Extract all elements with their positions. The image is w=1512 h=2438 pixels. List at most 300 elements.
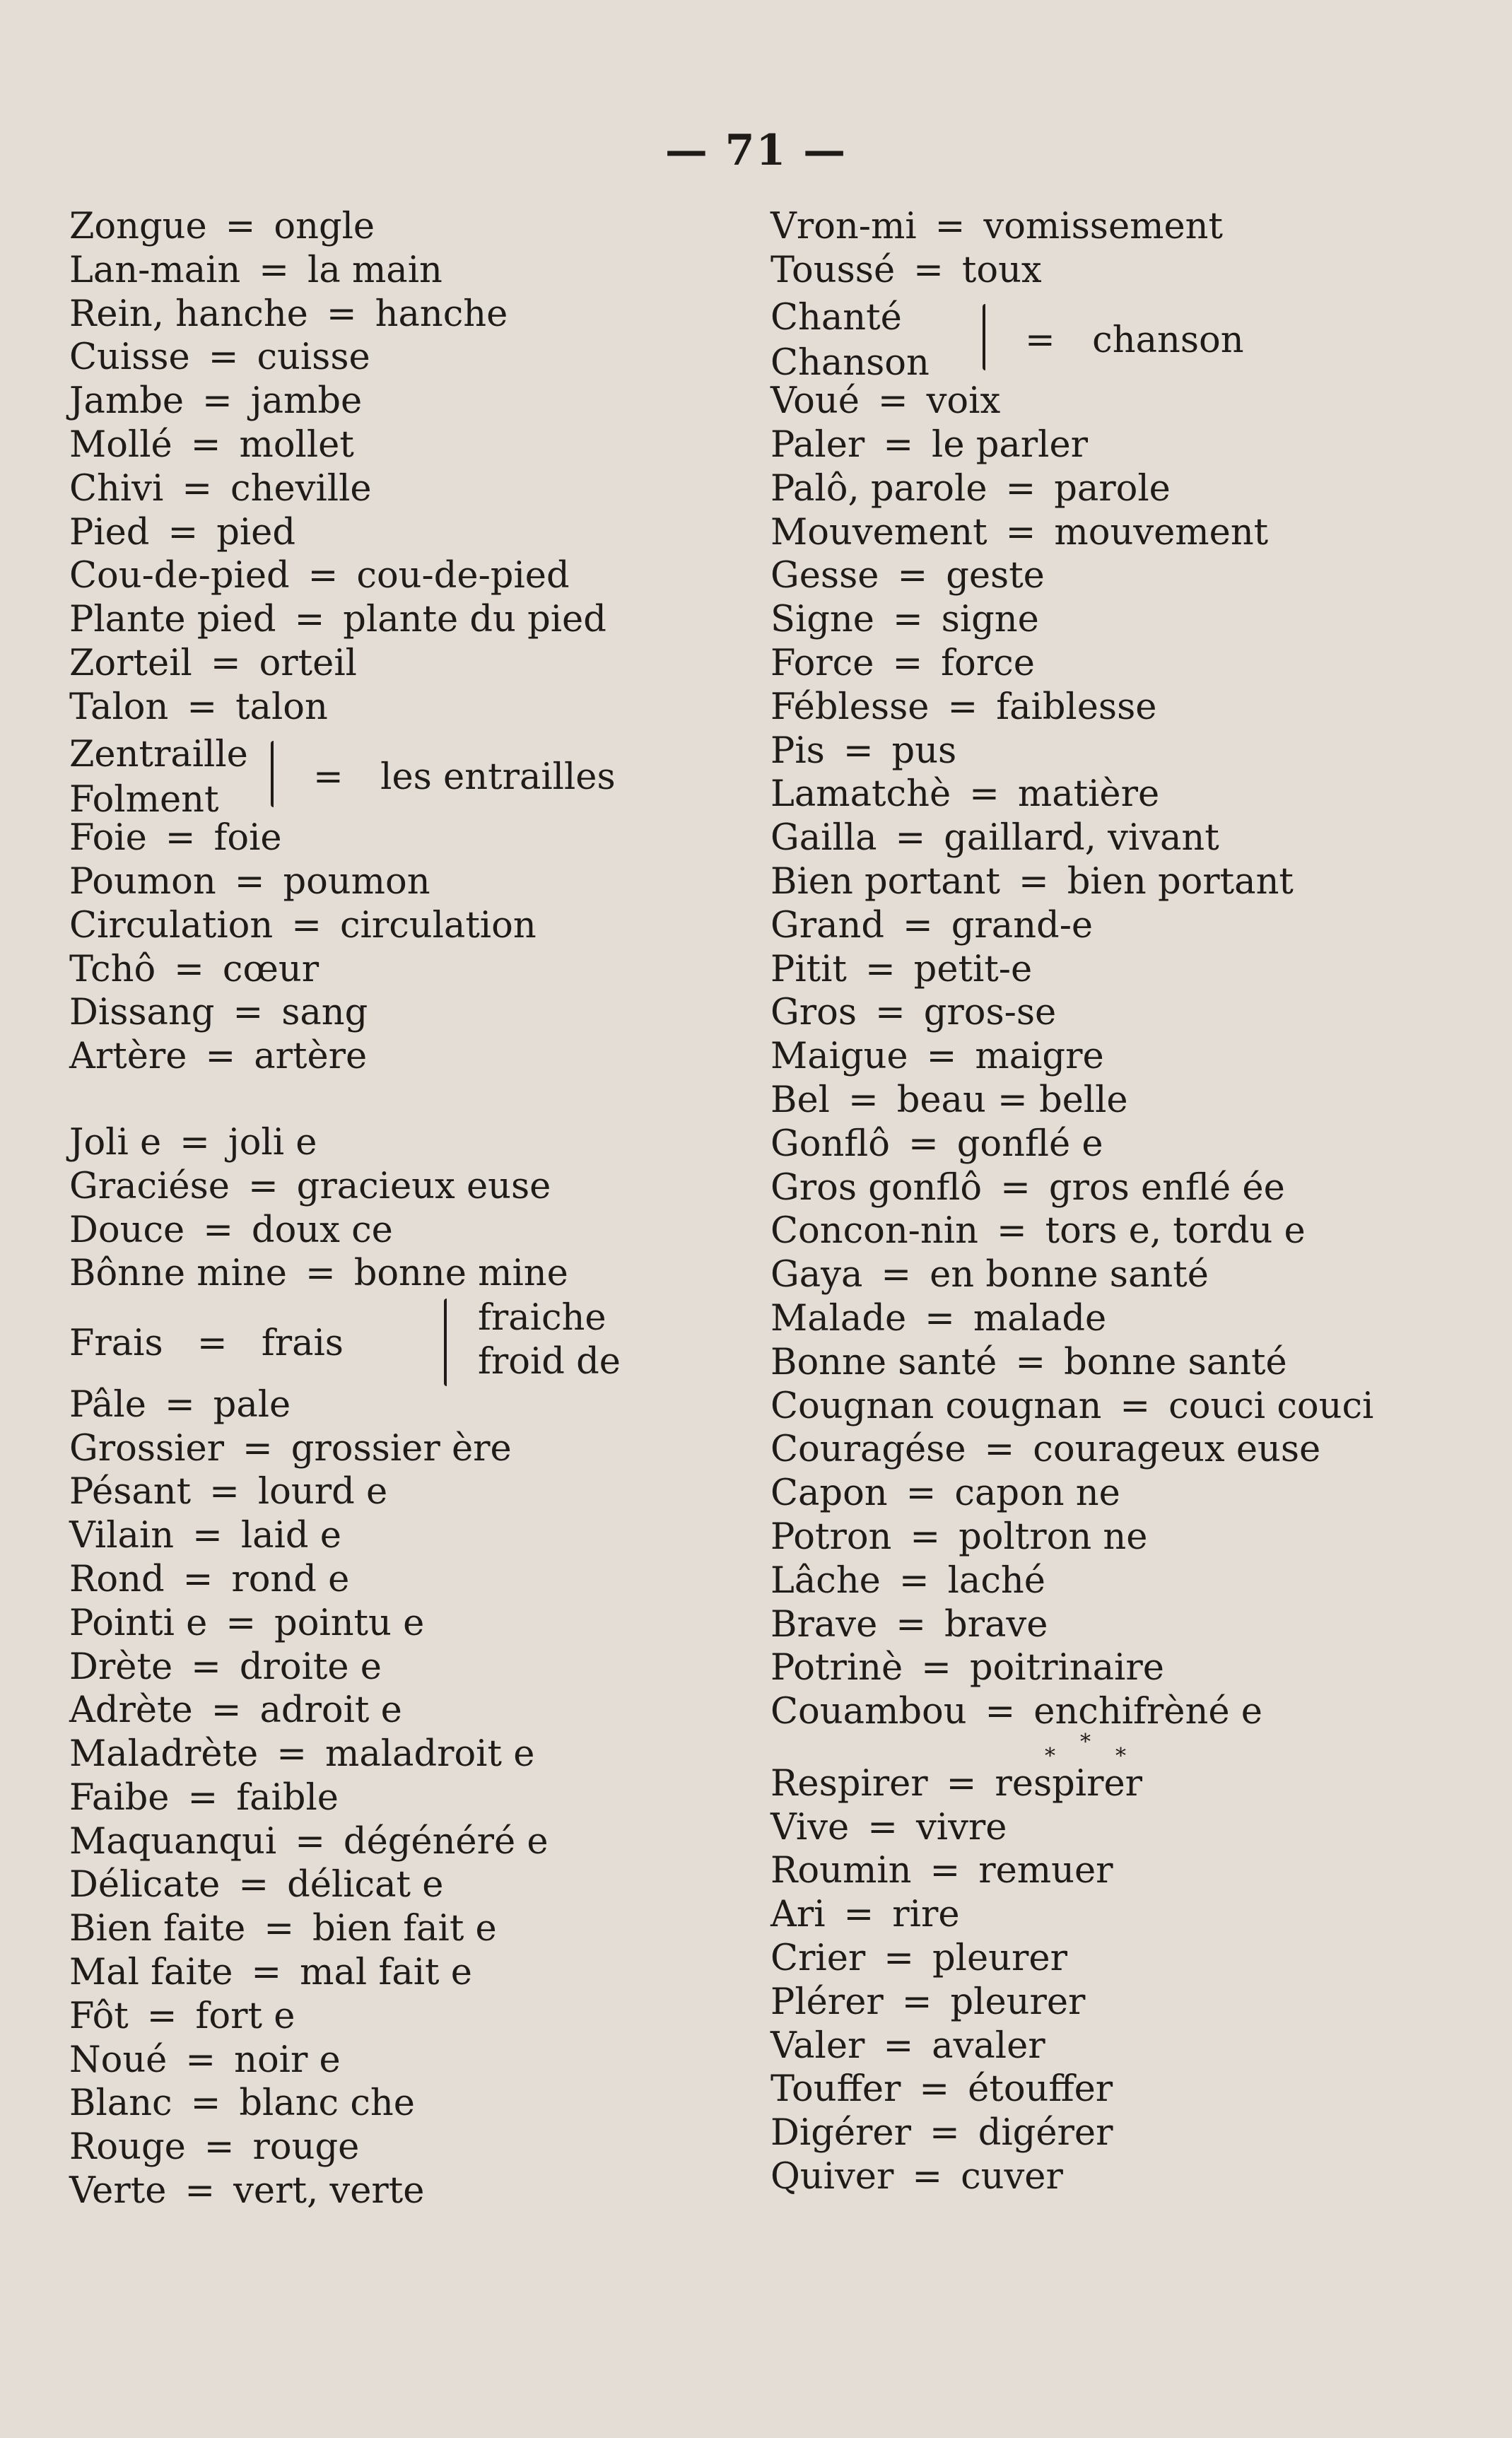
entry-word: Rouge	[69, 2126, 186, 2169]
dictionary-entry	[69, 1951, 748, 1995]
entry-equals: =	[291, 904, 322, 947]
entry-equals: =	[182, 1558, 213, 1600]
entry-word: Toussé	[770, 249, 896, 291]
frais-main	[69, 1323, 344, 1364]
dictionary-entry	[770, 1035, 1492, 1079]
entry-meaning: poumon	[283, 860, 430, 903]
entry-meaning: geste	[946, 555, 1045, 597]
dictionary-entry	[770, 511, 1492, 555]
entry-word: Concon-nin	[770, 1210, 978, 1253]
entry-word: Malade	[770, 1297, 907, 1340]
brace-word-1: Zentraille	[69, 733, 248, 775]
dictionary-entry	[69, 249, 748, 293]
dictionary-entry	[770, 423, 1492, 467]
entry-meaning: gracieux euse	[296, 1165, 551, 1207]
entry-equals: =	[187, 686, 218, 728]
dictionary-entry	[69, 1558, 748, 1602]
entry-word: Joli e	[69, 1121, 162, 1164]
entry-meaning: pale	[213, 1383, 291, 1426]
dictionary-entry	[770, 2155, 1492, 2199]
entry-word: Bônne mine	[69, 1253, 287, 1295]
entry-meaning: talon	[235, 686, 328, 728]
dictionary-entry	[770, 1937, 1492, 1981]
entry-word: Gonflô	[770, 1123, 891, 1165]
entry-word: Drète	[69, 1646, 173, 1688]
entry-meaning: faiblesse	[996, 686, 1157, 728]
dictionary-entry	[69, 1427, 748, 1471]
entry-equals: =	[903, 904, 933, 947]
entry-word: Pitit	[770, 948, 847, 990]
entry-word: Lâche	[770, 1559, 881, 1602]
dictionary-entry	[770, 554, 1492, 598]
entry-meaning: pied	[216, 511, 295, 553]
entry-word: Gros	[770, 992, 857, 1034]
entry-meaning: pleurer	[932, 1938, 1067, 1980]
entry-word: Pis	[770, 729, 825, 772]
entry-equals: =	[1005, 467, 1036, 510]
entry-word: Bien portant	[770, 860, 1001, 903]
entry-meaning: grossier ère	[291, 1427, 512, 1470]
dictionary-entry	[69, 293, 748, 336]
entry-equals: =	[969, 773, 1000, 816]
dictionary-entry	[770, 1690, 1492, 1734]
dictionary-entry	[69, 948, 748, 992]
entry-meaning: enchifrèné e	[1033, 1691, 1262, 1733]
entry-meaning: mouvement	[1054, 511, 1269, 553]
entry-equals: =	[294, 599, 325, 641]
star-3: *	[1115, 1743, 1126, 1769]
entry-equals: =	[984, 1429, 1015, 1471]
dictionary-entry	[69, 1035, 748, 1079]
entry-word: Pésant	[69, 1471, 192, 1513]
entry-meaning: vivre	[915, 1806, 1007, 1848]
entry-equals: =	[168, 511, 199, 553]
entry-word: Rein, hanche	[69, 293, 308, 335]
entry-word: Roumin	[770, 1850, 912, 1892]
entry-equals: =	[910, 1516, 941, 1558]
entry-word: Noué	[69, 2039, 168, 2081]
dictionary-entry	[69, 1252, 748, 1296]
entry-meaning: artère	[254, 1036, 368, 1078]
entry-word: Potrinè	[770, 1647, 903, 1689]
entry-equals: =	[233, 992, 264, 1034]
entry-equals: =	[996, 1210, 1027, 1253]
entry-word: Lan-main	[69, 249, 241, 291]
entry-word: Délicate	[69, 1864, 221, 1906]
entry-equals: =	[211, 1689, 242, 1732]
entry-word: Ari	[770, 1894, 826, 1936]
entry-word: Circulation	[69, 904, 274, 947]
dictionary-entry	[770, 1123, 1492, 1166]
entry-equals: =	[1015, 1341, 1046, 1383]
entry-word: Gesse	[770, 555, 879, 597]
entry-meaning: cœur	[222, 948, 320, 990]
right-column	[770, 205, 1492, 2199]
entry-meaning: cheville	[230, 467, 372, 510]
entry-word: Gailla	[770, 817, 877, 860]
entry-word: Fôt	[69, 1995, 129, 2037]
entry-equals: =	[191, 1646, 221, 1688]
entry-equals: =	[892, 599, 923, 641]
dictionary-entry	[69, 1776, 748, 1820]
dictionary-entry	[770, 205, 1492, 249]
entry-word: Zongue	[69, 206, 207, 247]
entry-word: Graciése	[69, 1165, 230, 1207]
entry-word: Blanc	[69, 2082, 172, 2125]
left-entries-2	[69, 816, 748, 1079]
dictionary-entry	[69, 1733, 748, 1776]
entry-meaning: jambe	[250, 380, 363, 423]
entry-meaning: parole	[1054, 467, 1171, 510]
entry-meaning: mollet	[239, 423, 354, 466]
entry-word: Plante pied	[69, 599, 276, 641]
entry-meaning: grand-e	[951, 904, 1094, 947]
entry-meaning: brave	[944, 1603, 1048, 1646]
dictionary-entry	[770, 1981, 1492, 2024]
entry-meaning: pleurer	[950, 1981, 1086, 2023]
entry-equals: =	[843, 729, 874, 772]
entry-word: Potron	[770, 1516, 892, 1558]
frais-brace	[444, 1299, 455, 1386]
entry-word: Mouvement	[770, 511, 988, 553]
entry-meaning: bien portant	[1067, 860, 1294, 903]
star-1: *	[1080, 1729, 1091, 1754]
entry-equals: =	[877, 380, 908, 423]
entry-word: Chivi	[69, 467, 164, 510]
entry-word: Tchô	[69, 948, 156, 990]
entry-meaning: bonne mine	[353, 1253, 568, 1295]
entry-word: Grand	[770, 904, 885, 947]
dictionary-entry	[770, 1428, 1492, 1472]
entry-equals: =	[865, 948, 896, 990]
entry-word: Poumon	[69, 860, 216, 903]
entry-equals: =	[182, 467, 213, 510]
entry-word: Artère	[69, 1036, 187, 1078]
brace-mark	[983, 304, 994, 370]
entry-meaning: beau = belle	[896, 1079, 1128, 1121]
entry-word: Grossier	[69, 1427, 225, 1470]
dictionary-entry	[69, 1907, 748, 1951]
entry-meaning: laid e	[240, 1515, 341, 1557]
entry-meaning: plante du pied	[343, 599, 606, 641]
entry-meaning: rond e	[231, 1558, 350, 1600]
entry-word: Dissang	[69, 992, 215, 1034]
entry-meaning: droite e	[239, 1646, 382, 1688]
dictionary-entry	[69, 380, 748, 423]
entry-meaning: respirer	[995, 1762, 1143, 1805]
entry-equals: =	[906, 1472, 937, 1515]
entry-meaning: étouffer	[968, 2068, 1113, 2111]
entry-word: Foie	[69, 817, 147, 860]
entry-meaning: noir e	[234, 2039, 341, 2081]
entry-word: Pointi e	[69, 1602, 208, 1644]
entry-equals: =	[985, 1691, 1016, 1733]
entry-equals: =	[210, 642, 241, 684]
entry-word: Touffer	[770, 2068, 901, 2111]
dictionary-entry	[69, 1514, 748, 1558]
entry-equals: =	[192, 1515, 223, 1557]
frais-alt-1: fraiche	[478, 1297, 606, 1340]
entry-meaning: rouge	[252, 2126, 360, 2169]
entry-equals: =	[913, 249, 944, 291]
entry-word: Valer	[770, 2024, 865, 2067]
dictionary-entry	[69, 2169, 748, 2213]
entry-equals: =	[919, 2068, 950, 2111]
entry-equals: =	[895, 817, 926, 860]
entry-equals: =	[843, 1894, 874, 1936]
entry-word: Quiver	[770, 2156, 894, 2198]
entry-equals: =	[238, 1864, 269, 1906]
dictionary-entry	[770, 1079, 1492, 1123]
dictionary-entry	[770, 860, 1492, 904]
entry-meaning: délicat e	[287, 1864, 444, 1906]
dictionary-entry	[770, 1762, 1492, 1806]
dictionary-entry	[69, 1689, 748, 1733]
dictionary-entry	[69, 336, 748, 380]
dictionary-entry	[69, 2082, 748, 2126]
entry-meaning: bien fait e	[312, 1908, 497, 1950]
dictionary-entry	[770, 1559, 1492, 1603]
entry-equals: =	[164, 1383, 195, 1426]
entry-meaning: tors e, tordu e	[1045, 1210, 1306, 1253]
entry-word: Pied	[69, 511, 150, 553]
dictionary-entry	[770, 642, 1492, 686]
entry-equals: =	[1005, 511, 1036, 553]
dictionary-entry	[770, 1603, 1492, 1647]
entry-equals: =	[883, 2024, 914, 2067]
entry-equals: =	[867, 1806, 898, 1848]
entry-word: Digérer	[770, 2112, 911, 2155]
dictionary-entry	[770, 1253, 1492, 1297]
entry-equals: =	[326, 293, 357, 335]
dictionary-entry	[69, 1470, 748, 1514]
brace-word-2: Folment	[69, 778, 219, 821]
entry-equals: =	[883, 423, 914, 466]
entry-equals: =	[264, 1908, 295, 1950]
entry-word: Bien faite	[69, 1908, 246, 1950]
entry-meaning: rire	[892, 1894, 960, 1936]
dictionary-entry	[69, 1646, 748, 1689]
entry-word: Voué	[770, 380, 860, 423]
entry-meaning: pus	[891, 729, 957, 772]
brace-mark	[271, 741, 282, 807]
dictionary-entry	[770, 1516, 1492, 1559]
dictionary-entry	[69, 598, 748, 642]
entry-meaning: maigre	[975, 1036, 1104, 1078]
entry-word: Rond	[69, 1558, 165, 1600]
entry-word: Mal faite	[69, 1952, 233, 1994]
entry-word: Gaya	[770, 1254, 863, 1296]
entry-equals: =	[946, 1762, 977, 1805]
dictionary-entry	[69, 2039, 748, 2082]
entry-word: Vron-mi	[770, 206, 917, 247]
dictionary-entry	[770, 686, 1492, 729]
dictionary-entry	[770, 380, 1492, 423]
entry-meaning: couci couci	[1168, 1385, 1374, 1427]
entry-meaning: petit-e	[913, 948, 1033, 990]
entry-word: Maladrète	[69, 1733, 259, 1776]
entry-equals: =	[1120, 1385, 1151, 1427]
entry-word: Jambe	[69, 380, 184, 423]
right-entries-3	[770, 1762, 1492, 2199]
dictionary-entry	[770, 991, 1492, 1035]
entry-equals: =	[234, 860, 265, 903]
right-entries-1	[770, 205, 1492, 293]
entry-word: Respirer	[770, 1762, 928, 1805]
dictionary-entry	[770, 1472, 1492, 1516]
entry-meaning: faible	[236, 1776, 339, 1819]
entry-meaning: doux ce	[251, 1209, 393, 1251]
dictionary-entry	[69, 1820, 748, 1864]
entry-word: Capon	[770, 1472, 888, 1515]
dictionary-entry	[69, 467, 748, 511]
frais-alt-2: froid de	[478, 1341, 621, 1383]
entry-word: Pâle	[69, 1383, 146, 1426]
entry-equals: =	[1000, 1166, 1031, 1209]
dictionary-entry	[770, 598, 1492, 642]
dictionary-entry	[770, 1209, 1492, 1253]
entry-word: Plérer	[770, 1981, 884, 2023]
entry-equals: =	[190, 423, 221, 466]
dictionary-entry	[770, 2111, 1492, 2155]
entry-meaning: en bonne santé	[930, 1254, 1209, 1296]
left-entries-1	[69, 205, 748, 729]
entry-meaning: bonne santé	[1064, 1341, 1287, 1383]
entry-word: Force	[770, 642, 874, 684]
entry-equals: =	[202, 380, 233, 423]
entry-meaning: vomissement	[983, 206, 1224, 247]
entry-meaning: la main	[307, 249, 443, 291]
entry-meaning: vert, verte	[233, 2170, 425, 2213]
entry-meaning: adroit e	[259, 1689, 402, 1732]
entry-equals: =	[242, 1427, 273, 1470]
entry-equals: =	[276, 1733, 307, 1776]
entry-meaning: poitrinaire	[969, 1647, 1164, 1689]
dictionary-entry	[69, 1165, 748, 1209]
entry-meaning: joli e	[228, 1121, 317, 1164]
frais-entry	[69, 1296, 748, 1383]
dictionary-entry	[69, 1863, 748, 1907]
entry-equals: =	[898, 1559, 930, 1602]
entry-equals: =	[165, 817, 196, 860]
dictionary-entry	[770, 729, 1492, 773]
entry-word: Féblesse	[770, 686, 930, 728]
entry-meaning: voix	[926, 380, 1001, 423]
dictionary-entry	[770, 1646, 1492, 1690]
entry-meaning: cuisse	[257, 336, 370, 379]
entry-meaning: orteil	[259, 642, 357, 684]
left-entries-4	[69, 1383, 748, 2213]
brace-meaning-text: chanson	[1092, 319, 1244, 361]
entry-meaning: blanc che	[239, 2082, 415, 2125]
entry-meaning: laché	[947, 1559, 1045, 1602]
entry-equals: =	[247, 1165, 279, 1207]
entry-equals: =	[929, 2112, 960, 2155]
brace-word-2: Chanson	[770, 341, 930, 384]
right-entries-2	[770, 380, 1492, 1734]
entry-meaning: cuver	[961, 2156, 1063, 2198]
entry-meaning: remuer	[978, 1850, 1113, 1892]
entry-meaning: gonflé e	[956, 1123, 1103, 1165]
entry-word: Adrète	[69, 1689, 193, 1732]
dictionary-entry	[770, 1893, 1492, 1937]
dictionary-entry	[770, 904, 1492, 948]
entry-equals: =	[209, 1471, 240, 1513]
entry-equals: =	[925, 1297, 955, 1340]
dictionary-entry	[770, 816, 1492, 860]
entry-equals: =	[225, 206, 256, 247]
entry-equals: =	[205, 1036, 236, 1078]
frais-sep: =	[197, 1323, 228, 1365]
entry-equals: =	[174, 948, 204, 990]
entry-equals: =	[947, 686, 978, 728]
entry-word: Bonne santé	[770, 1341, 997, 1383]
star-2: *	[1045, 1743, 1055, 1769]
entry-meaning: digérer	[978, 2112, 1113, 2155]
separator-stars	[770, 1729, 1492, 1769]
dictionary-entry	[770, 2024, 1492, 2068]
dictionary-entry	[770, 1849, 1492, 1893]
entry-meaning: foie	[213, 817, 282, 860]
entry-meaning: malade	[973, 1297, 1107, 1340]
brace-meaning-text: les entrailles	[380, 756, 616, 798]
entry-meaning: avaler	[932, 2024, 1045, 2067]
dictionary-entry	[69, 686, 748, 729]
entry-word: Lamatchè	[770, 773, 951, 816]
entry-word: Faibe	[69, 1776, 170, 1819]
entry-meaning: capon ne	[954, 1472, 1120, 1515]
entry-equals: =	[204, 2126, 235, 2169]
entry-equals: =	[180, 1121, 210, 1164]
entry-equals: =	[225, 1602, 257, 1644]
entry-word: Signe	[770, 599, 874, 641]
entry-word: Douce	[69, 1209, 185, 1251]
dictionary-entry	[770, 1806, 1492, 1850]
entry-word: Couambou	[770, 1691, 967, 1733]
dictionary-entry	[770, 773, 1492, 816]
entry-word: Palô, parole	[770, 467, 988, 510]
entry-equals: =	[295, 1820, 325, 1863]
entry-equals: =	[1019, 860, 1049, 903]
entry-word: Verte	[69, 2170, 167, 2213]
entry-equals: =	[934, 206, 966, 247]
dictionary-entry	[69, 642, 748, 686]
entry-word: Vive	[770, 1806, 850, 1848]
entry-meaning: toux	[961, 249, 1042, 291]
frais-word: Frais	[69, 1323, 163, 1365]
frais-meaning: frais	[261, 1323, 344, 1365]
brace-sep: =	[313, 756, 344, 798]
entry-equals: =	[897, 555, 928, 597]
entry-word: Cou-de-pied	[69, 555, 290, 597]
brace-word-1: Chanté	[770, 296, 902, 339]
entry-meaning: le parler	[932, 423, 1089, 466]
entry-word: Cuisse	[69, 336, 190, 379]
dictionary-entry	[770, 1297, 1492, 1341]
entry-meaning: ongle	[274, 206, 375, 247]
left-brace-entry	[69, 729, 748, 821]
page-number: — 71 —	[664, 126, 848, 175]
entry-equals: =	[203, 1209, 233, 1251]
dictionary-entry	[69, 991, 748, 1035]
entry-equals: =	[184, 2170, 216, 2213]
dictionary-entry	[69, 423, 748, 467]
entry-equals: =	[848, 1079, 879, 1121]
dictionary-entry	[69, 1209, 748, 1253]
brace-meaning	[313, 756, 616, 798]
dictionary-entry	[69, 816, 748, 860]
entry-equals: =	[881, 1254, 912, 1296]
